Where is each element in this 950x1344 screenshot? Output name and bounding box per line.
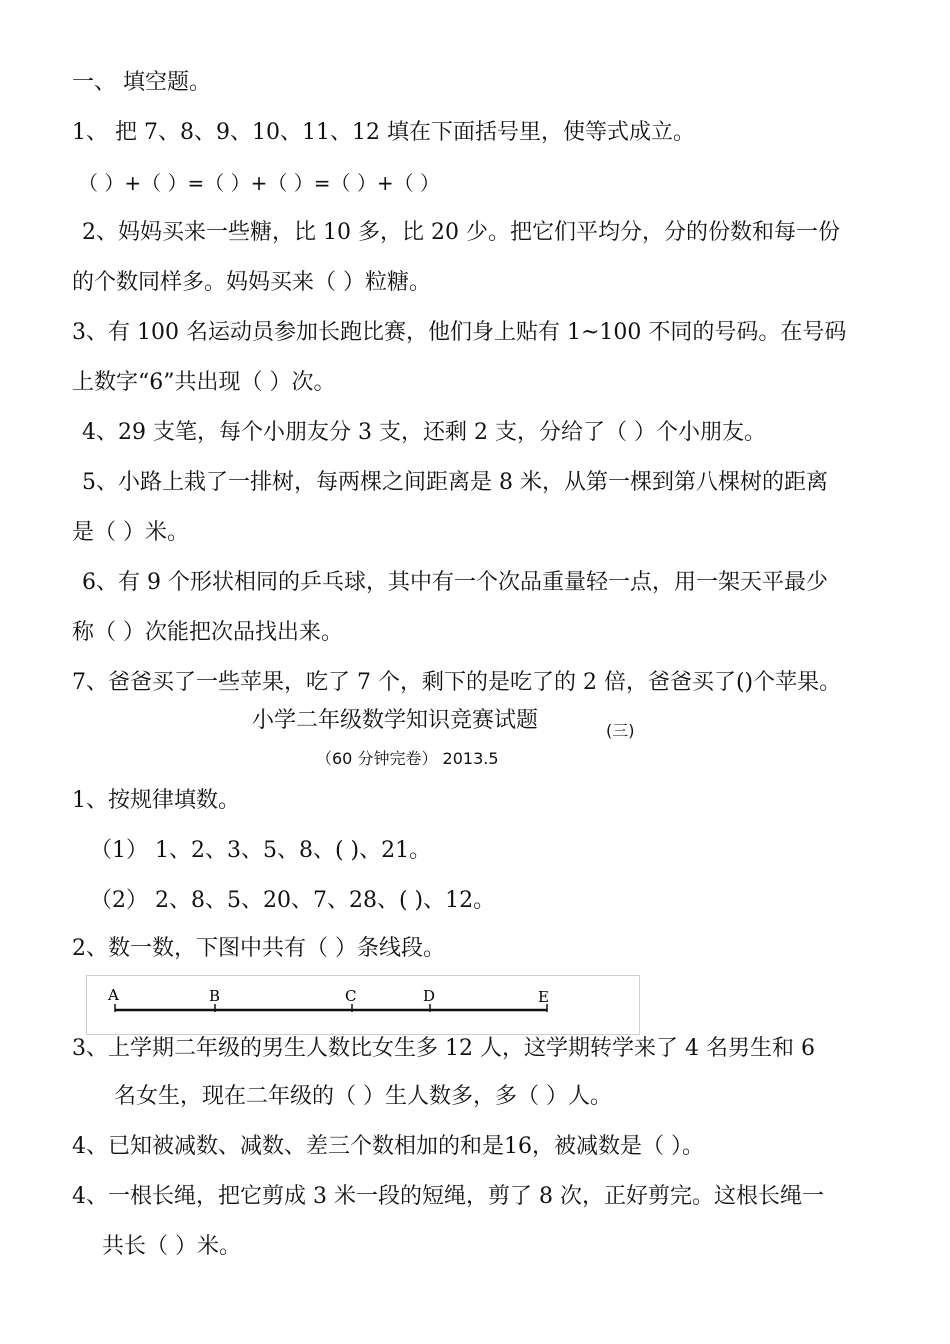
question-1: 1、 把 7、8、9、10、11、12 填在下面括号里，使等式成立。: [72, 120, 695, 145]
page-title: 小学二年级数学知识竞赛试题: [252, 708, 539, 733]
question-3-line-2: 上数字“6”共出现（ ）次。: [72, 370, 336, 395]
point-c-label: C: [345, 987, 357, 1005]
question-b3-line-2: 名女生，现在二年级的（ ）生人数多，多（ ）人。: [114, 1084, 612, 1109]
question-6-line-1: 6、有 9 个形状相同的乒乓球，其中有一个次品重量轻一点，用一架天平最少: [82, 570, 828, 595]
question-b1-part-1: （1） 1、2、3、5、8、( )、21。: [90, 838, 432, 863]
section-heading-fill-blank: 一、 填空题。: [72, 70, 211, 95]
question-5-line-1: 5、小路上栽了一排树，每两棵之间距离是 8 米，从第一棵到第八棵树的距离: [82, 470, 828, 495]
point-e-label: E: [538, 988, 549, 1006]
question-b4: 4、已知被减数、减数、差三个数相加的和是16，被减数是（ ）。: [72, 1134, 704, 1159]
question-b1-part-2: （2） 2、8、5、20、7、28、( )、12。: [90, 888, 496, 913]
question-2-line-2: 的个数同样多。妈妈买来（ ）粒糖。: [72, 270, 431, 295]
question-6-line-2: 称（ ）次能把次品找出来。: [72, 620, 343, 645]
question-5-line-2: 是（ ）米。: [72, 520, 189, 545]
point-d-label: D: [423, 987, 436, 1005]
question-b2: 2、数一数，下图中共有（ ）条线段。: [72, 936, 445, 961]
question-4: 4、29 支笔，每个小朋友分 3 支，还剩 2 支，分给了（ ）个小朋友。: [82, 420, 766, 445]
point-b-label: B: [209, 987, 221, 1005]
question-3-line-1: 3、有 100 名运动员参加长跑比赛，他们身上贴有 1~100 不同的号码。在号码: [72, 320, 847, 345]
question-b3-line-1: 3、上学期二年级的男生人数比女生多 12 人，这学期转学来了 4 名男生和 6: [72, 1036, 815, 1061]
question-b5-line-1: 4、一根长绳，把它剪成 3 米一段的短绳，剪了 8 次，正好剪完。这根长绳一: [72, 1184, 824, 1209]
point-a-label: A: [108, 986, 119, 1004]
line-segment-diagram: [87, 976, 641, 1036]
question-b5-line-2: 共长（ ）米。: [102, 1234, 241, 1259]
line-segment-figure: [86, 975, 640, 1035]
question-7: 7、爸爸买了一些苹果，吃了 7 个，剩下的是吃了的 2 倍，爸爸买了()个苹果。: [72, 670, 842, 695]
question-1-equation: （ ）+（ ）=（ ）+（ ）=（ ）+（ ）: [78, 171, 440, 195]
question-2-line-1: 2、妈妈买来一些糖，比 10 多，比 20 少。把它们平均分，分的份数和每一份: [82, 220, 840, 245]
page-title-suffix: (三): [606, 721, 635, 740]
question-b1: 1、按规律填数。: [72, 788, 240, 813]
page-subtitle: （60 分钟完卷） 2013.5: [316, 749, 499, 768]
